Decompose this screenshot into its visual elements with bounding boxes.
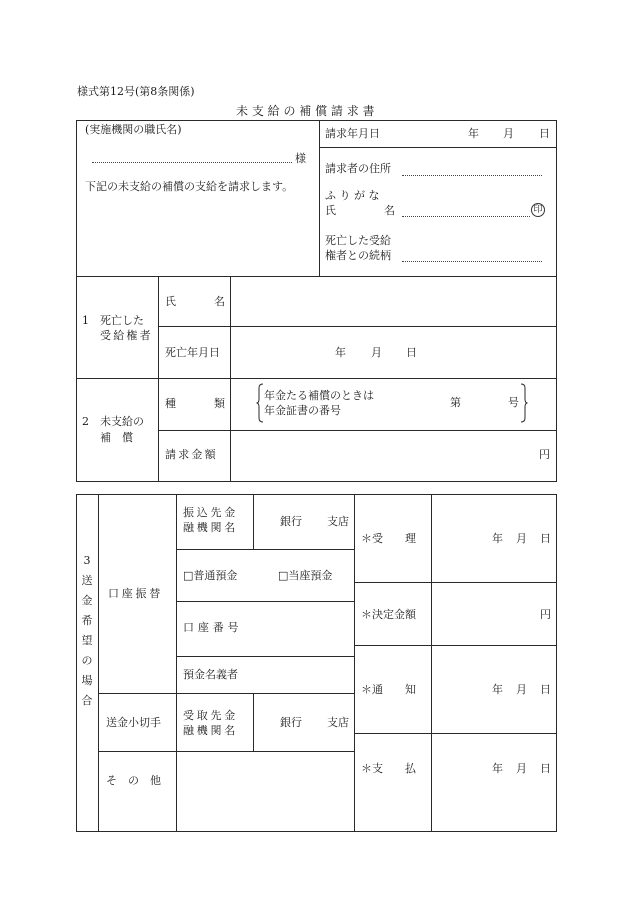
section3-vertical-label xyxy=(80,555,94,715)
claim-amount-field[interactable] xyxy=(232,432,532,479)
bank-label-1: 振込先金 xyxy=(183,506,238,519)
receipt-month: 月 xyxy=(516,532,527,545)
payment-month: 月 xyxy=(516,762,527,775)
claim-amount-yen: 円 xyxy=(539,448,550,461)
section3-char: 希 xyxy=(81,614,93,627)
form-title: 未 支 給 の 補 償 請 求 書 xyxy=(236,104,375,118)
address-label: 請求者の住所 xyxy=(325,162,391,175)
recv-bank-label-2: 融機関名 xyxy=(183,724,238,737)
sama-suffix: 様 xyxy=(295,152,306,165)
section1-label-line1: 1 死亡した xyxy=(82,314,144,327)
section3-char: 3 xyxy=(83,554,91,567)
section3-char: 場 xyxy=(81,674,93,687)
left-brace-icon xyxy=(256,383,264,423)
account-holder-label: 預金名義者 xyxy=(183,668,238,681)
address-line[interactable] xyxy=(402,175,542,176)
death-date-year: 年 xyxy=(335,346,346,359)
receipt-label: ＊受 理 xyxy=(361,532,416,545)
section3-char: 合 xyxy=(81,694,93,707)
seal-mark: 印 xyxy=(531,203,545,217)
request-date-label: 請求年月日 xyxy=(325,127,380,140)
account-transfer-label: 口座振替 xyxy=(108,587,163,600)
furigana-label: ふ り が な xyxy=(325,189,380,202)
branch-suffix: 支店 xyxy=(327,515,349,528)
request-statement: 下記の未支給の補償の支給を請求します。 xyxy=(85,180,294,193)
notice-year: 年 xyxy=(492,683,503,696)
form-number: 様式第12号(第8条関係) xyxy=(77,85,195,98)
agency-label: (実施機関の職氏名) xyxy=(85,123,182,136)
payment-day: 日 xyxy=(540,762,551,775)
death-date-label: 死亡年月日 xyxy=(165,346,220,359)
notice-day: 日 xyxy=(540,683,551,696)
section2-label-line1: 2 未支給の xyxy=(82,415,144,428)
request-date-day: 日 xyxy=(539,127,550,140)
relation-line[interactable] xyxy=(402,261,542,262)
section1-label-line2: 受給権者 xyxy=(100,329,153,342)
request-date-year: 年 xyxy=(468,127,479,140)
notice-label: ＊通 知 xyxy=(361,683,416,696)
claimant-name-label-1: 氏 xyxy=(325,204,336,217)
account-number-field[interactable] xyxy=(255,603,352,654)
deceased-name-label-2: 名 xyxy=(214,295,225,308)
agency-name-line[interactable] xyxy=(92,162,292,163)
kind-label-2: 類 xyxy=(214,397,225,410)
recv-bank-label-1: 受取先金 xyxy=(183,709,238,722)
deceased-name-field[interactable] xyxy=(232,278,554,324)
receipt-day: 日 xyxy=(540,532,551,545)
relation-label-1: 死亡した受給 xyxy=(325,234,391,247)
deceased-name-label-1: 氏 xyxy=(165,295,176,308)
decided-amount-label: ＊決定金額 xyxy=(361,608,416,621)
section3-char: 送 xyxy=(81,574,93,587)
claim-amount-label: 請求金額 xyxy=(165,448,218,461)
bank-suffix: 銀行 xyxy=(280,515,302,528)
death-date-day: 日 xyxy=(406,346,417,359)
recv-bank-suffix: 銀行 xyxy=(280,716,302,729)
ordinary-deposit-checkbox[interactable]: □普通預金 xyxy=(183,569,238,582)
pension-number-go: 号 xyxy=(508,396,519,409)
kind-label-1: 種 xyxy=(165,397,176,410)
right-brace-icon xyxy=(520,383,528,423)
other-field[interactable] xyxy=(178,753,352,829)
notice-month: 月 xyxy=(516,683,527,696)
receipt-year: 年 xyxy=(492,532,503,545)
bank-label-2: 融機関名 xyxy=(183,521,238,534)
claimant-name-line[interactable] xyxy=(402,216,530,217)
section3-char: 望 xyxy=(81,634,93,647)
pension-note-line1: 年金たる補償のときは xyxy=(264,389,374,402)
recv-branch-suffix: 支店 xyxy=(327,716,349,729)
death-date-month: 月 xyxy=(371,346,382,359)
current-deposit-checkbox[interactable]: □当座預金 xyxy=(278,569,333,582)
section3-char: 金 xyxy=(81,594,93,607)
section2-label-line2: 補 償 xyxy=(100,431,133,444)
account-holder-field[interactable] xyxy=(255,658,352,692)
account-number-label: 口座番号 xyxy=(183,621,243,634)
decided-amount-yen: 円 xyxy=(540,608,551,621)
section3-char: の xyxy=(81,654,93,667)
other-label: そ の 他 xyxy=(106,774,161,787)
payment-label: ＊支 払 xyxy=(361,762,416,775)
claimant-name-label-2: 名 xyxy=(384,204,395,217)
payment-year: 年 xyxy=(492,762,503,775)
request-date-month: 月 xyxy=(503,127,514,140)
pension-number-dai: 第 xyxy=(450,396,461,409)
relation-label-2: 権者との続柄 xyxy=(325,249,391,262)
remittance-check-label: 送金小切手 xyxy=(106,716,161,729)
pension-note-line2: 年金証書の番号 xyxy=(264,404,341,417)
